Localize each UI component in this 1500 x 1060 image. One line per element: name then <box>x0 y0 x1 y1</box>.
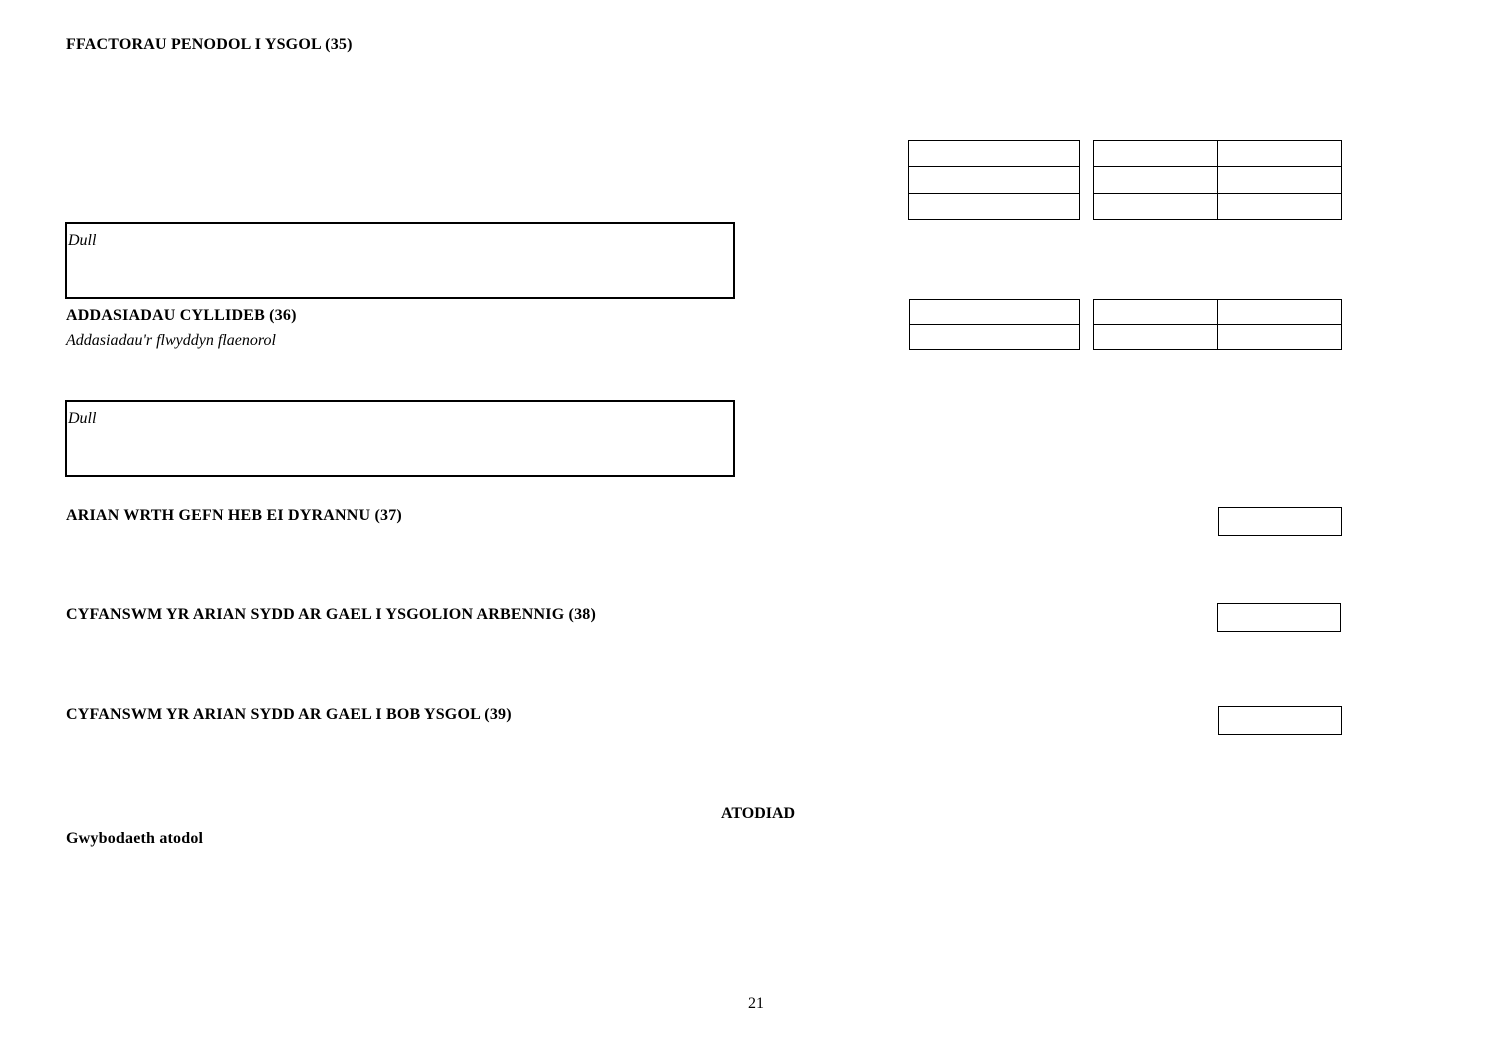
table-cell[interactable] <box>1218 194 1342 219</box>
table-cell[interactable] <box>910 300 1079 325</box>
table-cell[interactable] <box>1094 325 1218 349</box>
table-cell[interactable] <box>909 141 1079 167</box>
section-38-value-box[interactable] <box>1217 603 1341 632</box>
table-cell[interactable] <box>1218 300 1342 325</box>
table-cell[interactable] <box>909 167 1079 193</box>
table-cell[interactable] <box>1094 167 1218 193</box>
section-39-title: CYFANSWM YR ARIAN SYDD AR GAEL I BOB YSGOL (39) <box>66 706 512 723</box>
table-cell[interactable] <box>1218 325 1342 349</box>
table-cell[interactable] <box>909 194 1079 219</box>
method-box-35[interactable] <box>65 222 735 299</box>
table-cell[interactable] <box>1094 300 1218 325</box>
section-36-table-right <box>1093 299 1342 350</box>
appendix-title: ATODIAD <box>721 805 796 822</box>
table-cell[interactable] <box>910 325 1079 349</box>
section-35-title: FFACTORAU PENODOL I YSGOL (35) <box>66 36 353 53</box>
table-cell[interactable] <box>1218 167 1342 193</box>
section-36-subtitle: Addasiadau'r flwyddyn flaenorol <box>66 332 276 349</box>
section-36-title: ADDASIADAU CYLLIDEB (36) <box>66 307 297 324</box>
method-box-36[interactable] <box>65 400 735 477</box>
section-38-title: CYFANSWM YR ARIAN SYDD AR GAEL I YSGOLION ARBENNIG (38) <box>66 606 597 623</box>
table-cell[interactable] <box>1094 141 1218 167</box>
table-cell[interactable] <box>1094 194 1218 219</box>
section-35-table-right <box>1093 140 1342 220</box>
page-number: 21 <box>748 995 764 1012</box>
section-35-table-left <box>908 140 1080 220</box>
appendix-subtitle: Gwybodaeth atodol <box>66 830 204 847</box>
section-37-title: ARIAN WRTH GEFN HEB EI DYRANNU (37) <box>66 507 402 524</box>
section-37-value-box[interactable] <box>1218 507 1342 536</box>
method-label: Dull <box>68 232 97 249</box>
section-36-table-left <box>909 299 1080 350</box>
section-39-value-box[interactable] <box>1218 706 1342 735</box>
method-label: Dull <box>68 410 97 427</box>
table-cell[interactable] <box>1218 141 1342 167</box>
